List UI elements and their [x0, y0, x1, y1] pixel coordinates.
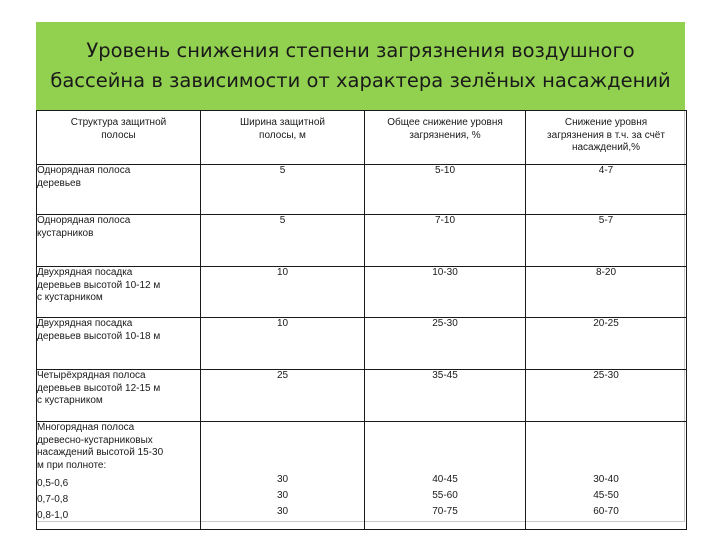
cell-plant-reduction: 5-7 [526, 215, 687, 267]
table-header-row [37, 111, 687, 165]
cell-total-reduction: 7-10 [365, 215, 526, 267]
cell-structure: Двухрядная посадка деревьев высотой 10-18 м [37, 318, 201, 370]
cell-plant-reduction: 30-40 45-50 60-70 [526, 422, 687, 530]
cell-width: 10 [201, 267, 365, 318]
header-structure: Структура защитной полосы [37, 111, 201, 165]
cell-structure: Двухрядная посадка деревьев высотой 10-12 м с кустарником [37, 267, 201, 318]
density-value: 0,8-1,0 [37, 510, 69, 521]
cell-plant-reduction: 4-7 [526, 165, 687, 215]
cell-structure: Четырёхрядная полоса деревьев высотой 12-15 м с кустарником [37, 370, 201, 422]
cell-width: 5 [201, 215, 365, 267]
density-value: 0,5-0,6 [37, 478, 69, 489]
pollution-table [36, 110, 687, 530]
cell-plant-reduction: 8-20 [526, 267, 687, 318]
table-row [37, 370, 687, 422]
cell-structure: Однорядная полоса кустарников [37, 215, 201, 267]
cell-plant-reduction: 20-25 [526, 318, 687, 370]
header-total-reduction: Общее снижение уровня загрязнения, % [365, 111, 526, 165]
cell-width: 30 30 30 [201, 422, 365, 530]
cell-width: 5 [201, 165, 365, 215]
header-plant-reduction: Снижение уровня загрязнения в т.ч. за счёт насаждений,% [526, 111, 687, 165]
cell-total-reduction: 5-10 [365, 165, 526, 215]
table-row [37, 165, 687, 215]
table-row [37, 422, 687, 530]
density-value: 0,7-0,8 [37, 494, 69, 505]
cell-total-reduction: 35-45 [365, 370, 526, 422]
cell-plant-reduction: 25-30 [526, 370, 687, 422]
cell-total-reduction: 25-30 [365, 318, 526, 370]
slide-title [36, 36, 685, 96]
table-row [37, 318, 687, 370]
density-list [37, 476, 200, 524]
table-row [37, 215, 687, 267]
slide-title-line: Уровень снижения степени загрязнения воздушного [86, 39, 635, 62]
cell-structure: Многорядная полоса древесно-кустарниковых насаждений высотой 15-30 м при полноте: 0,5-0,6 0,7-0,8 0,8-1,0 [37, 422, 201, 530]
cell-width: 10 [201, 318, 365, 370]
table-row [37, 267, 687, 318]
cell-total-reduction: 40-45 55-60 70-75 [365, 422, 526, 530]
cell-width: 25 [201, 370, 365, 422]
cell-structure: Однорядная полоса деревьев [37, 165, 201, 215]
header-width: Ширина защитной полосы, м [201, 111, 365, 165]
slide-title-line: бассейна в зависимости от характера зелёных насаждений [50, 69, 671, 92]
cell-total-reduction: 10-30 [365, 267, 526, 318]
